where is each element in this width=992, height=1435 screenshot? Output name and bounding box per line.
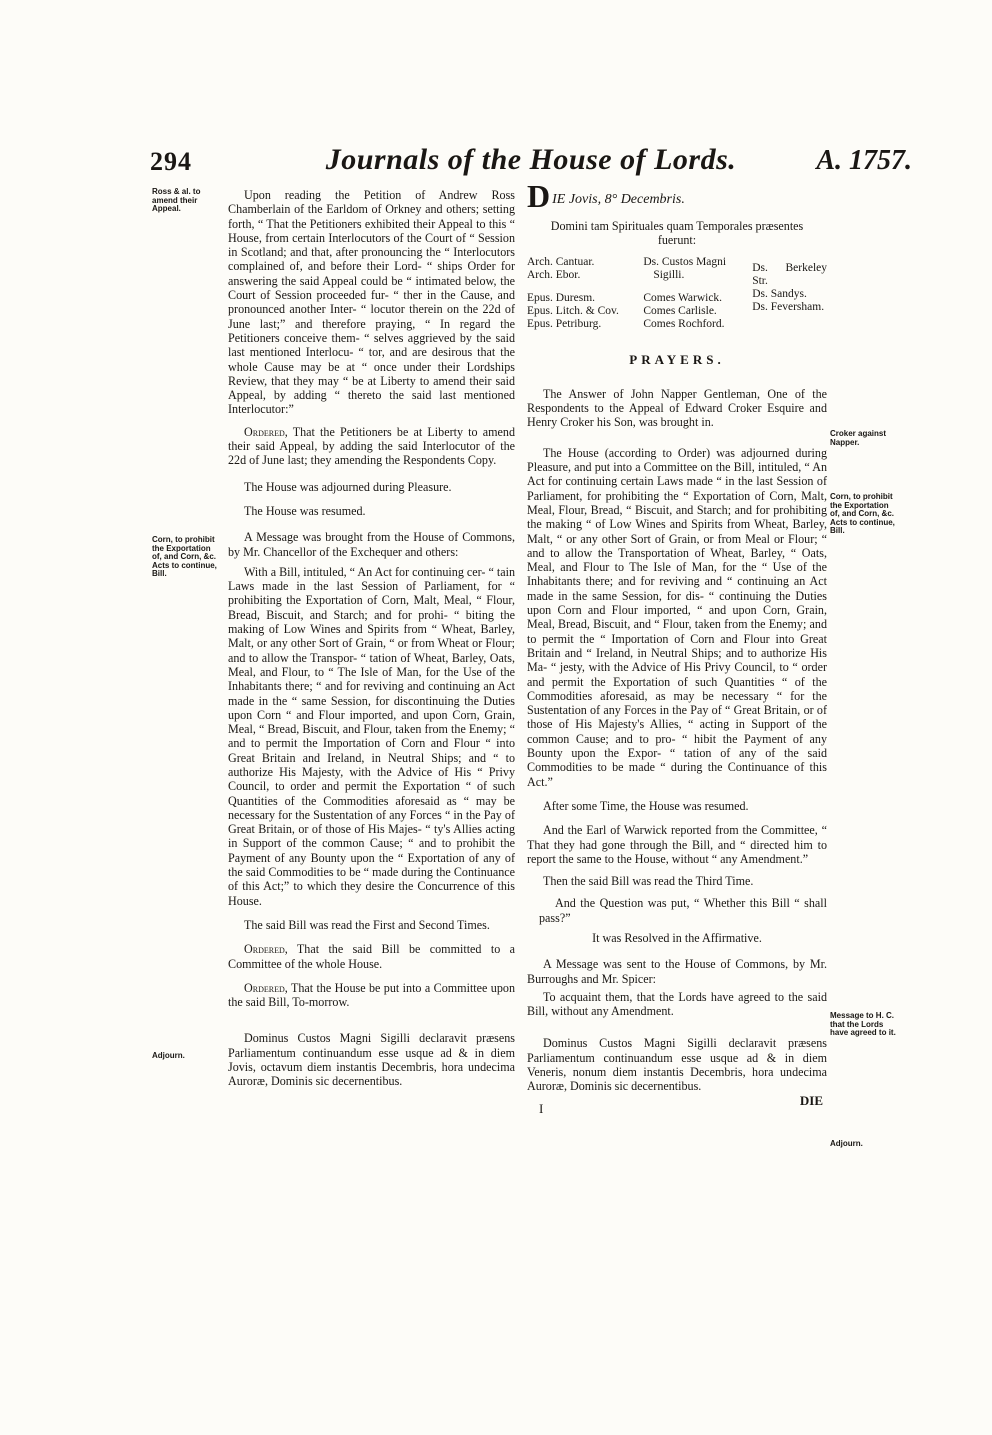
page-footer	[527, 1094, 827, 1122]
petition-paragraph: Upon reading the Petition of Andrew Ross Chamberlain of the Earldom of Orkney and others; setting forth, “ That the Petitioners exhibited their Appeal to this “ House, from certain Interlocutors of the Court of “ Session in Scotland; and that, after pronouncing the “ Interlocutors complained of, and before their Lord- “ ships Order for answering the said Appeal could be “ intimated below, the Court of Session proceeded fur- “ ther in the Cause, and pronounced another Inter- “ locutor therein on the 22d of June last;” and therefore praying, “ In regard the Petitioners conceive them- “ selves aggrieved by the said last mentioned Interlocu- “ tor, and are desirous that the whole Cause may be at “ once under their Lordships Review, that they may “ be at Liberty to amend their said Appeal, by adding “ thereto the said last mentioned Interlocutor:”	[228, 188, 515, 417]
margin-note-croker: Croker against Napper.	[830, 429, 887, 447]
message-paragraph: A Message was brought from the House of Commons, by Mr. Chancellor of the Exchequer and others:	[228, 530, 515, 559]
ordered-commit-paragraph	[228, 942, 515, 971]
read-paragraph: The said Bill was read the First and Second Times.	[244, 917, 490, 932]
answer-paragraph: The Answer of John Napper Gentleman, One of the Respondents to the Appeal of Edward Croker Esquire and Henry Croker his Son, was brought in.	[527, 386, 827, 430]
resumed-paragraph: The House was resumed.	[244, 503, 366, 518]
margin-note-adjourn-left: Adjourn.	[152, 1051, 185, 1060]
committee-paragraph: The House (according to Order) was adjourned during Pleasure, and put into a Committee on the Bill, intituled, “ An Act for continuing certain Laws made “ in the last Session of Parliament, for prohibiting the “ Exportation of Corn, Malt, Meal, Flour, Bread, “ Biscuit, and Starch; and for prohibiting the making “ of Low Wines and Spirits from Wheat, Barley, Malt, “ or any other Sort of Grain, or from Meal or Flour; “ and to allow the Transportation of Wheat, Barley, “ Oats, Meal, and Flour to The Isle of Man, for the “ Use of the Inhabitants there; and for reviving and “ continuing an Act made in the same Session, for dis- “ continuing the Duties upon Corn and Flour imported, “ and upon Corn, Grain, Meal, Bread, Biscuit, and “ Flour, taken from the Enemy; and to permit the “ Importation of Corn and Flour into Great Britain and “ Ireland, in Neutral Ships; and to authorize His Ma- “ jesty, with the Advice of His Privy Council, to “ order and permit the Exportation of such Quantities “ of the Commodities aforesaid, as may be necessary “ for the Sustentation of any Forces in the Pay of “ Great Britain, or of those of His Majesty's Allies, “ acting in Support of the common Cause; and to pro- “ hibit the Payment of any Bounty upon the Expor- “ tation of any of the said Commodities to be made “ during the Continuance of this Act.”	[527, 445, 827, 789]
margin-note-corn-left: Corn, to prohibit the Exportation of, and Corn, &c. Acts to continue, Bill.	[152, 535, 217, 579]
attendee: Ds. Berkeley Str.	[752, 261, 828, 287]
attendee: Epus. Petriburg.	[527, 317, 602, 330]
ordered-word: Ordered	[244, 424, 285, 439]
attendee: Comes Carlisle.	[643, 304, 717, 317]
attendee: Sigilli.	[653, 268, 685, 281]
earl-report-paragraph: And the Earl of Warwick reported from the Committee, “ That they had gone through the Bill, and “ directed him to report the same to the House, without “ any Amendment.”	[527, 823, 827, 866]
adjourned-paragraph: The House was adjourned during Pleasure.	[244, 479, 452, 494]
margin-note-adjourn-right: Adjourn.	[830, 1139, 863, 1148]
drop-initial: D	[527, 178, 551, 214]
ordered-paragraph	[228, 425, 515, 468]
ordered-committee-text: , That the House be put into a Committee upon the said Bill, To-morrow.	[228, 980, 515, 1010]
running-year: A. 1757.	[816, 145, 912, 176]
ordered-committee-paragraph	[228, 981, 515, 1010]
message-sent-paragraph: A Message was sent to the House of Commons, by Mr. Burroughs and Mr. Spicer:	[527, 957, 827, 986]
ordered-commit-text: , That the said Bill be committed to a Committee of the whole House.	[228, 942, 515, 971]
signature-mark: I	[539, 1100, 544, 1116]
prayers-heading: PRAYERS.	[629, 351, 725, 367]
attendance-list	[527, 256, 827, 331]
latin-adjournment-paragraph: Dominus Custos Magni Sigilli declaravit præsens Parliamentum continuandum esse usque ad & in diem Jovis, octavum diem instantis Decembris, hora undecima Auroræ, Dominis sic decernentibus.	[228, 1031, 515, 1089]
attendee: Ds. Sandys.	[752, 287, 807, 300]
bill-paragraph: With a Bill, intituled, “ An Act for continuing cer- “ tain Laws made in the last Session of Parliament, for “ prohibiting the Exportation of Corn, Malt, Meal, “ Flour, Bread, Biscuit, and Starch; and for prohi- “ biting the making of Low Wines and Spirits from “ Wheat, Barley, Malt, or any other Sort of Grain, “ or from Wheat or Flour; and to allow the Transpor- “ tation of Wheat, Barley, Oats, Meal, and Flour, to “ The Isle of Man, for the Use of the Inhabitants there; “ and for reviving and continuing an Act made in the “ same Session, for discontinuing the Duties upon Corn “ and Flour imported, and upon Corn, Grain, Meal, “ Bread, Biscuit, and Flour, taken from the Enemy; “ and to permit the Importation of Corn and Flour “ into Great Britain and Ireland, in Neutral Ships; and “ to authorize His Majesty, with the Advice of His “ Privy Council, to order and permit the Exportation “ of such Quantities of the Commodities aforesaid as “ may be necessary for the Sustentation of any Forces “ in the Pay of Great Britain, or of those of His Majes- “ ty's Allies acting in Support of the common Cause; “ and to prohibit the Payment of any Bounty upon the “ Exportation of any of the said Commodities to be “ made during the Continuance of this Act;” to which they desire the Concurrence of this House.	[228, 564, 515, 908]
attendee: Arch. Cantuar.	[527, 255, 595, 268]
margin-note-ross: Ross & al. to amend their Appeal.	[152, 187, 201, 214]
catchword: DIE	[799, 1092, 823, 1108]
attendee: Epus. Duresm.	[527, 291, 596, 304]
acquaint-paragraph: To acquaint them, that the Lords have agreed to the said Bill, without any Amendment.	[527, 989, 827, 1019]
margin-note-message: Message to H. C. that the Lords have agreed to it.	[830, 1011, 896, 1038]
present-heading: Domini tam Spirituales quam Temporales præsentes fuerunt:	[550, 219, 804, 248]
attendee: Ds. Custos Magni	[643, 255, 727, 268]
attendee: Epus. Litch. & Cov.	[527, 304, 619, 317]
attendance-column-barons	[752, 262, 827, 331]
after-paragraph: After some Time, the House was resumed.	[543, 798, 749, 813]
attendance-column-spiritual	[527, 256, 637, 331]
attendee: Arch. Ebor.	[527, 268, 581, 281]
running-title: Journals of the House of Lords.	[325, 143, 737, 176]
day-heading-text: IE Jovis, 8° Decembris.	[552, 192, 685, 207]
attendee: Comes Warwick.	[643, 291, 723, 304]
attendee: Ds. Feversham.	[752, 300, 825, 313]
question-paragraph: And the Question was put, “ Whether this Bill “ shall pass?”	[539, 896, 827, 925]
page-number: 294	[150, 147, 192, 176]
attendee: Comes Rochford.	[643, 317, 725, 330]
attendance-column-temporal	[643, 256, 746, 331]
resolved-paragraph: It was Resolved in the Affirmative.	[592, 930, 762, 945]
ordered-word: Ordered	[244, 980, 285, 995]
day-heading	[527, 178, 827, 214]
ordered-word: Ordered	[244, 942, 285, 957]
third-reading-paragraph: Then the said Bill was read the Third Time.	[543, 874, 754, 889]
margin-note-corn-right: Corn, to prohibit the Exportation of, and Corn, &c. Acts to continue, Bill.	[830, 492, 895, 536]
ordered-text: , That the Petitioners be at Liberty to amend their said Appeal, by adding the said Interlocutor of the 22d of June last; they amending the Respondents Copy.	[228, 424, 515, 468]
attendance-gap	[527, 282, 637, 292]
right-column	[527, 178, 828, 1122]
left-column	[228, 188, 515, 1089]
latin-adjournment-paragraph-2: Dominus Custos Magni Sigilli declaravit præsens Parliamentum continuandum esse usque ad & in diem Veneris, nonum diem instantis Decembris, hora undecima Auroræ, Dominis sic decernentibus.	[527, 1036, 827, 1094]
attendance-gap	[643, 282, 746, 292]
